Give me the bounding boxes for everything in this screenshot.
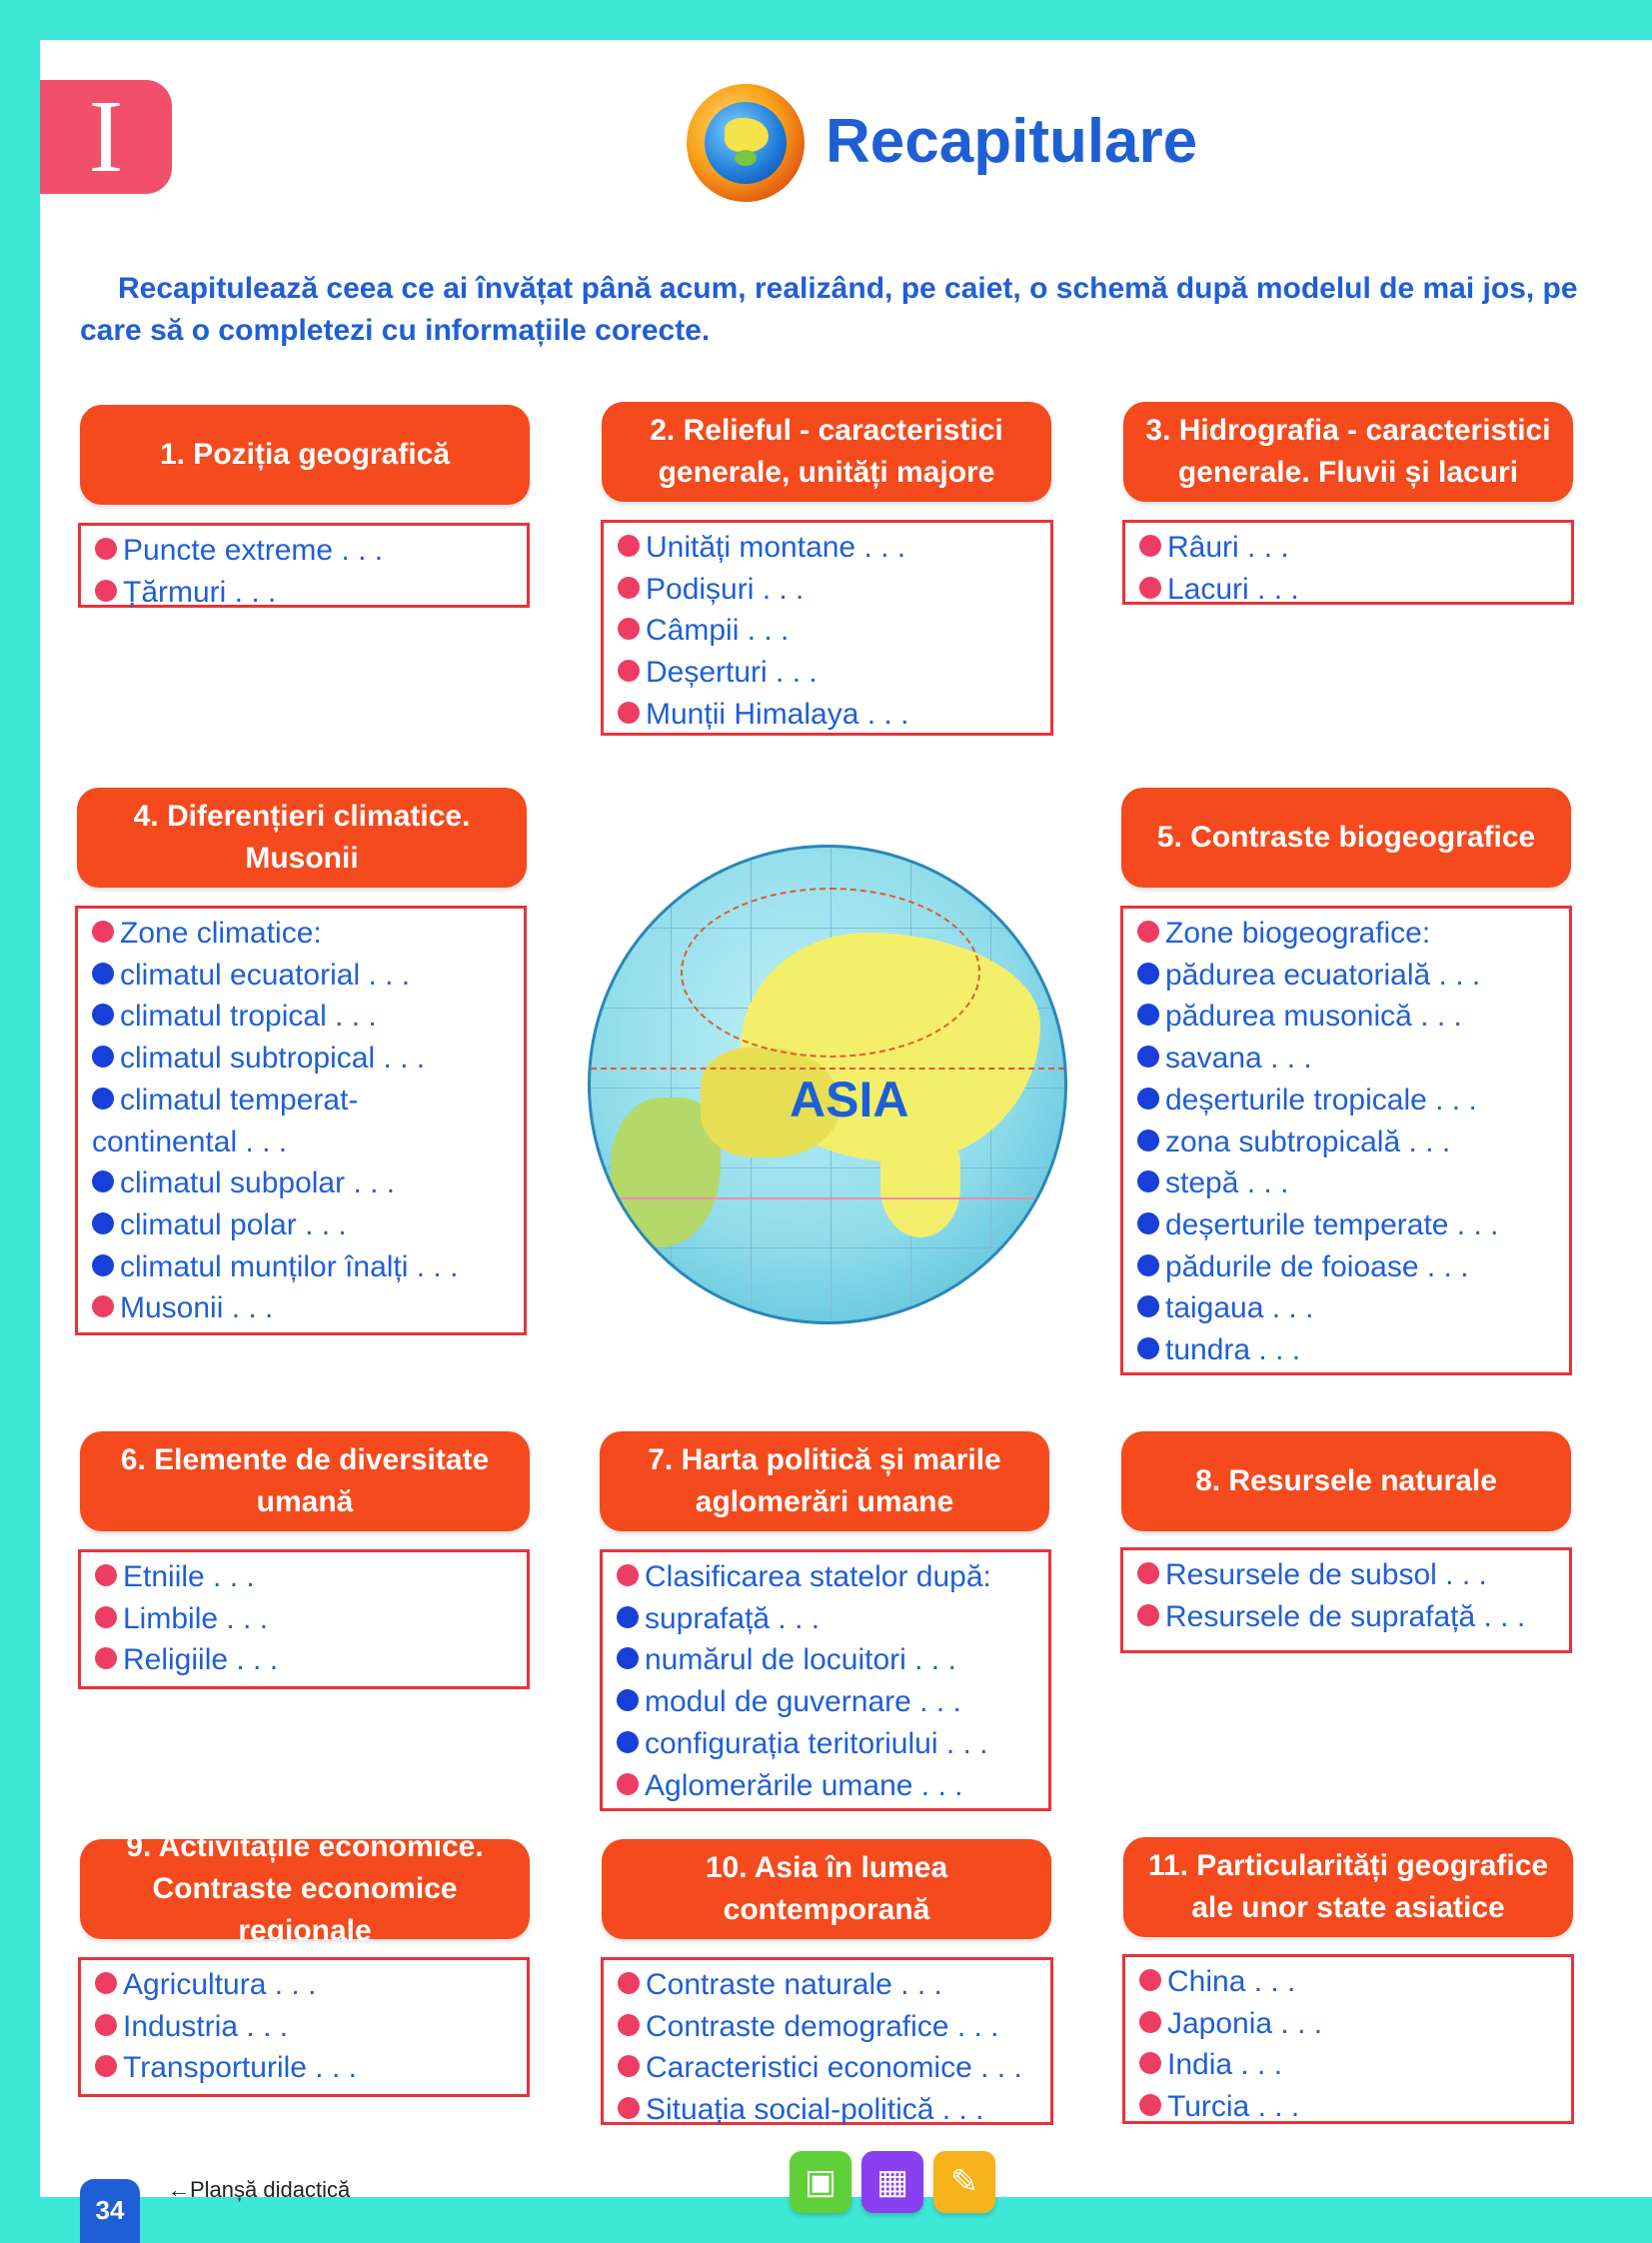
section-box-7: [600, 1549, 1051, 1811]
section-title-7: 7. Harta politică și marile aglomerări umane: [600, 1431, 1049, 1531]
list-item: [95, 1598, 513, 1640]
list-item: [1137, 1080, 1555, 1122]
blue-bullet-icon: [1137, 963, 1159, 985]
list-item-text: Situația social-politică . . .: [646, 2093, 984, 2127]
image-button[interactable]: [790, 2151, 851, 2213]
list-item-text: Clasificarea statelor după:: [645, 1560, 991, 1593]
section-box-11: [1122, 1954, 1574, 2124]
section-title-8: 8. Resursele naturale: [1121, 1431, 1571, 1531]
list-item: [95, 1964, 513, 2006]
list-item-text: Țărmuri . . .: [123, 575, 277, 609]
blue-bullet-icon: [92, 1046, 114, 1068]
red-bullet-icon: [618, 660, 640, 682]
red-bullet-icon: [1137, 1604, 1159, 1626]
red-bullet-icon: [95, 2014, 117, 2036]
list-item-text: Religiile . . .: [123, 1643, 279, 1677]
list-item: [95, 1639, 513, 1681]
red-bullet-icon: [618, 2014, 640, 2036]
section-box-6: [78, 1549, 530, 1689]
list-item: [618, 2006, 1036, 2048]
blue-bullet-icon: [617, 1606, 639, 1628]
blue-bullet-icon: [1137, 1254, 1159, 1276]
blue-bullet-icon: [92, 963, 114, 985]
list-item: [92, 955, 510, 997]
list-item-text: Zone climatice:: [120, 917, 322, 950]
section-title-2: 2. Relieful - caracteristici generale, unități majore: [602, 402, 1051, 502]
list-item: [618, 610, 1036, 652]
section-title-1: 1. Poziția geografică: [80, 405, 530, 505]
section-title-5: 5. Contraste biogeografice: [1121, 788, 1571, 888]
list-item-text: Râuri . . .: [1167, 531, 1289, 564]
list-item-text: climatul subpolar . . .: [120, 1166, 396, 1200]
red-bullet-icon: [617, 1564, 639, 1586]
section-box-10: [601, 1957, 1053, 2125]
list-item-text: Câmpii . . .: [646, 614, 790, 648]
chapter-number-tab: I: [40, 80, 172, 194]
blue-bullet-icon: [92, 1212, 114, 1234]
list-item: [618, 2089, 1036, 2131]
blue-bullet-icon: [92, 1170, 114, 1192]
list-item-text: configurația teritoriului . . .: [645, 1726, 988, 1760]
list-item-text: climatul subtropical . . .: [120, 1042, 426, 1076]
list-item: [617, 1639, 1034, 1681]
list-item-text: climatul temperat-: [120, 1083, 359, 1117]
blue-bullet-icon: [92, 1004, 114, 1026]
list-item-text: Musonii . . .: [120, 1291, 274, 1325]
blue-bullet-icon: [1137, 1046, 1159, 1068]
list-item: [618, 2047, 1036, 2089]
page-number: 34: [80, 2179, 140, 2243]
red-bullet-icon: [618, 577, 640, 599]
red-bullet-icon: [618, 2055, 640, 2077]
list-item-text: Podișuri . . .: [646, 572, 805, 606]
section-title-4: 4. Diferențieri climatice. Musonii: [77, 788, 527, 888]
list-item-text: deșerturile temperate . . .: [1165, 1207, 1499, 1241]
red-bullet-icon: [95, 580, 117, 602]
section-title-3: 3. Hidrografia - caracteristici generale. Fluvii și lacuri: [1123, 402, 1573, 502]
list-item: [1139, 527, 1557, 569]
list-item: [617, 1681, 1034, 1723]
list-item-text: climatul munților înalți . . .: [120, 1249, 459, 1283]
red-bullet-icon: [92, 921, 114, 943]
list-item: [617, 1723, 1034, 1765]
edit-button[interactable]: [933, 2151, 995, 2213]
red-bullet-icon: [1139, 577, 1161, 599]
film-icon: ▦: [875, 2163, 909, 2201]
red-bullet-icon: [1139, 2011, 1161, 2033]
list-item-text: deșerturile tropicale . . .: [1165, 1083, 1477, 1117]
page-frame-left: [0, 0, 40, 2243]
red-bullet-icon: [1139, 2094, 1161, 2116]
list-item: [618, 694, 1036, 736]
list-item-text: Transporturile . . .: [123, 2051, 357, 2085]
blue-bullet-icon: [92, 1254, 114, 1276]
list-item-text: pădurea musonică . . .: [1165, 1000, 1462, 1034]
blue-bullet-icon: [1137, 1129, 1159, 1151]
blue-bullet-icon: [1137, 1170, 1159, 1192]
list-item: [92, 1080, 510, 1122]
list-item-text: pădurile de foioase . . .: [1165, 1249, 1469, 1283]
red-bullet-icon: [95, 1606, 117, 1628]
list-item: [1137, 1122, 1555, 1163]
blue-bullet-icon: [1137, 1337, 1159, 1359]
list-item-text: Deșerturi . . .: [646, 656, 818, 690]
list-item: [1137, 1162, 1555, 1204]
map-label-asia: ASIA: [790, 1072, 909, 1127]
list-item-text: Aglomerările umane . . .: [645, 1768, 963, 1802]
red-bullet-icon: [617, 1773, 639, 1795]
list-item: [618, 1964, 1036, 2006]
list-item: [1137, 1329, 1555, 1371]
list-item-text: Unități montane . . .: [646, 531, 906, 564]
list-item-text: suprafață . . .: [645, 1601, 821, 1635]
list-item-text: Contraste demografice . . .: [646, 2009, 999, 2043]
list-item: [95, 2047, 513, 2089]
page-frame-top: [0, 0, 1652, 40]
list-item-text: stepă . . .: [1165, 1166, 1289, 1200]
list-item: [95, 572, 513, 614]
list-item: [95, 2006, 513, 2048]
section-box-9: [78, 1957, 530, 2097]
list-item: [617, 1765, 1034, 1807]
list-item-text: numărul de locuitori . . .: [645, 1643, 956, 1677]
list-item: [1139, 2086, 1557, 2128]
page-title: Recapitulare: [826, 107, 1198, 176]
list-item-text: Puncte extreme . . .: [123, 534, 384, 567]
list-item: [1137, 1596, 1555, 1638]
list-item-text: Agricultura . . .: [123, 1968, 317, 2001]
list-item: [1139, 2044, 1557, 2086]
video-button[interactable]: [861, 2151, 923, 2213]
list-item-text: zona subtropicală . . .: [1165, 1124, 1451, 1158]
list-item-text: climatul ecuatorial . . .: [120, 958, 411, 992]
list-item: [92, 913, 510, 955]
list-item: [95, 530, 513, 572]
list-item-text: Limbile . . .: [123, 1601, 269, 1635]
list-item-text: China . . .: [1167, 1965, 1296, 1998]
intro-instructions: Recapitulează ceea ce ai învățat până acum, realizând, pe caiet, o schemă după modelul de mai jos, pe care să o completezi cu informațiile corecte.: [80, 272, 1578, 347]
red-bullet-icon: [1137, 921, 1159, 943]
list-item: [1137, 913, 1555, 955]
section-title-11: 11. Particularități geografice ale unor state asiatice: [1123, 1837, 1573, 1937]
list-item: [1137, 1038, 1555, 1080]
list-item: [1137, 996, 1555, 1038]
list-item-text: pădurea ecuatorială . . .: [1165, 958, 1481, 992]
list-item: [1137, 955, 1555, 997]
list-item-text: modul de guvernare . . .: [645, 1685, 961, 1719]
section-box-1: [78, 523, 530, 608]
list-item-text: climatul tropical . . .: [120, 1000, 377, 1034]
red-bullet-icon: [1139, 2052, 1161, 2074]
section-box-4: [75, 906, 527, 1335]
red-bullet-icon: [95, 1564, 117, 1586]
red-bullet-icon: [95, 538, 117, 560]
section-title-10: 10. Asia în lumea contemporană: [602, 1839, 1051, 1939]
list-item: [618, 652, 1036, 694]
blue-bullet-icon: [617, 1689, 639, 1711]
list-item-text: Japonia . . .: [1167, 2006, 1323, 2040]
list-item-text: Resursele de suprafață . . .: [1165, 1599, 1526, 1633]
section-box-5: [1120, 906, 1572, 1375]
list-item: [92, 996, 510, 1038]
blue-bullet-icon: [617, 1731, 639, 1753]
blue-bullet-icon: [1137, 1004, 1159, 1026]
red-bullet-icon: [618, 702, 640, 724]
list-item: [1137, 1246, 1555, 1288]
list-item: [1139, 1961, 1557, 2003]
list-item: [1139, 2003, 1557, 2045]
blue-bullet-icon: [617, 1647, 639, 1669]
didactic-plate-link[interactable]: ←Planșă didactică: [168, 2177, 351, 2202]
red-bullet-icon: [1137, 1562, 1159, 1584]
section-title-9: 9. Activitățile economice. Contraste economice regionale: [80, 1839, 530, 1939]
list-item: [1137, 1554, 1555, 1596]
list-item-text: India . . .: [1167, 2048, 1283, 2082]
list-item-text: continental . . .: [92, 1124, 288, 1158]
blue-bullet-icon: [1137, 1212, 1159, 1234]
red-bullet-icon: [618, 618, 640, 640]
section-box-8: [1120, 1547, 1572, 1653]
list-item: [92, 1122, 510, 1163]
red-bullet-icon: [618, 535, 640, 557]
list-item-text: Resursele de subsol . . .: [1165, 1558, 1487, 1591]
section-title-6: 6. Elemente de diversitate umană: [80, 1431, 530, 1531]
list-item: [92, 1287, 510, 1329]
red-bullet-icon: [618, 1972, 640, 1994]
list-item: [92, 1246, 510, 1288]
blue-bullet-icon: [1137, 1088, 1159, 1110]
red-bullet-icon: [618, 2097, 640, 2119]
red-bullet-icon: [95, 1972, 117, 1994]
red-bullet-icon: [1139, 535, 1161, 557]
list-item: [618, 569, 1036, 611]
list-item: [617, 1598, 1034, 1640]
list-item-text: Caracteristici economice . . .: [646, 2051, 1022, 2085]
list-item-text: climatul polar . . .: [120, 1207, 347, 1241]
image-icon: ▣: [804, 2163, 837, 2201]
list-item: [618, 527, 1036, 569]
list-item-text: Lacuri . . .: [1167, 572, 1299, 606]
arrow-left-icon: ←: [168, 2177, 190, 2202]
blue-bullet-icon: [1137, 1295, 1159, 1317]
list-item-text: taigaua . . .: [1165, 1291, 1314, 1325]
list-item-text: Etniile . . .: [123, 1560, 255, 1593]
red-bullet-icon: [1139, 1969, 1161, 1991]
list-item-text: Industria . . .: [123, 2009, 289, 2043]
list-item-text: Zone biogeografice:: [1165, 917, 1431, 950]
blue-bullet-icon: [92, 1088, 114, 1110]
section-box-3: [1122, 520, 1574, 605]
red-bullet-icon: [95, 2055, 117, 2077]
list-item-text: tundra . . .: [1165, 1333, 1301, 1367]
list-item-text: Munții Himalaya . . .: [646, 697, 909, 731]
globe-icon: [687, 84, 805, 202]
list-item: [617, 1556, 1034, 1598]
list-item: [92, 1038, 510, 1080]
list-item-text: savana . . .: [1165, 1042, 1312, 1076]
list-item-text: Contraste naturale . . .: [646, 1968, 942, 2001]
list-item: [92, 1204, 510, 1246]
list-item: [1137, 1287, 1555, 1329]
list-item: [95, 1556, 513, 1598]
red-bullet-icon: [92, 1295, 114, 1317]
list-item-text: Turcia . . .: [1167, 2090, 1300, 2124]
red-bullet-icon: [95, 1647, 117, 1669]
list-item: [92, 1162, 510, 1204]
section-box-2: [601, 520, 1053, 736]
list-item: [1137, 1204, 1555, 1246]
list-item: [1139, 569, 1557, 611]
pencil-icon: ✎: [949, 2163, 979, 2201]
